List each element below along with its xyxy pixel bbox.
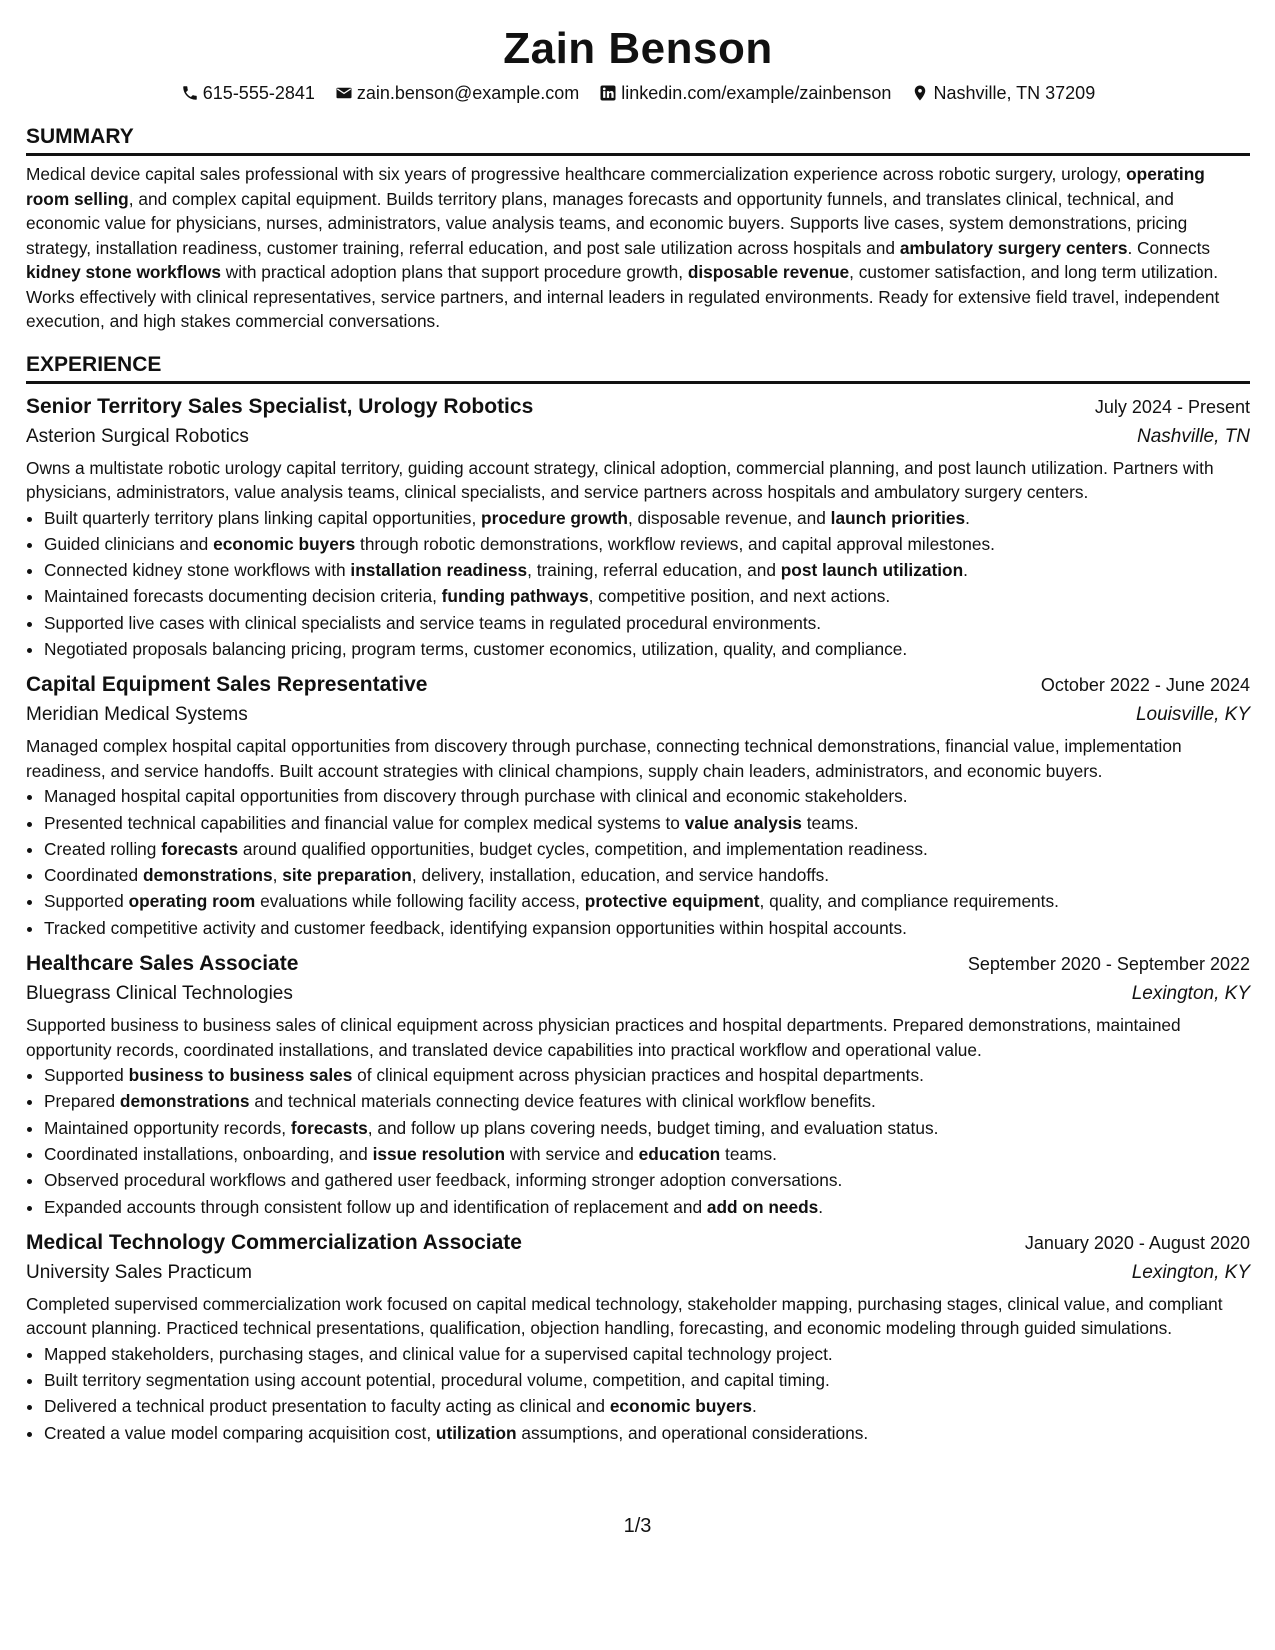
job-dates: July 2024 - Present [1094,396,1250,417]
bullet-item: • Observed procedural workflows and gathered user feedback, informing stronger adoption conversations. [44,1167,1250,1193]
contact-bar [26,80,1250,106]
job-entry [26,949,1250,1220]
bold-keyword: demonstrations [142,865,273,886]
email-text: zain.benson@example.com [356,83,580,103]
bold-keyword: disposable revenue [687,262,850,282]
job-description: Completed supervised commercialization work focused on capital medical technology, stakeholder mapping, purchasing stages, clinical value, and compliant account planning. Practiced technical presentations, qualification, objection handling, forecasting, and economic modeling through guided simulations. [26,1293,1223,1339]
job-company: Meridian Medical Systems [26,704,248,726]
bullet-item: • Delivered a technical product presentation to faculty acting as clinical and economic buyers. [44,1393,1250,1419]
bullet-item: • Supported business to business sales of clinical equipment across physician practices and hospital departments. [44,1062,1250,1088]
job-dates: September 2020 - September 2022 [967,954,1250,975]
bullet-item: • Negotiated proposals balancing pricing, program terms, customer economics, utilization, quality, and compliance. [44,636,1250,662]
bullet-item: • Coordinated installations, onboarding, and issue resolution with service and education teams. [44,1141,1250,1167]
job-bullets [26,783,1250,941]
job-description: Managed complex hospital capital opportunities from discovery through purchase, connecting technical demonstrations, financial value, implementation readiness, and service handoffs. Built account strategies with clinical champions, supply chain leaders, administrators, and economic buyers. [26,736,1182,781]
contact-phone[interactable] [181,80,315,106]
job-bullets [26,1062,1250,1220]
bold-keyword: protective equipment [584,891,760,912]
job-entry [26,1228,1250,1446]
bullet-item: • Supported operating room evaluations while following facility access, protective equipment, quality, and compliance requirements. [44,888,1250,914]
job-location: Lexington, KY [1131,983,1250,1005]
job-entry [26,392,1250,663]
contact-email[interactable] [335,80,579,106]
bold-keyword: post launch utilization [780,560,964,581]
bold-keyword: forecasts [290,1117,368,1138]
job-description: Supported business to business sales of clinical equipment across physician practices and hospital departments. Prepared demonstrations, maintained opportunity records, coordinated installations, and translated device capabilities into practical workflow and operational value. [26,1015,1181,1060]
bold-keyword: education [638,1143,721,1164]
resume-page [26,0,1250,1446]
bold-keyword: value analysis [684,812,802,833]
job-title: Senior Territory Sales Specialist, Urology Robotics [26,394,534,418]
bullet-item: • Presented technical capabilities and financial value for complex medical systems to value analysis teams. [44,810,1250,836]
bold-keyword: forecasts [161,838,239,859]
job-bullets [26,1341,1250,1446]
bullet-item: • Connected kidney stone workflows with installation readiness, training, referral education, and post launch utilization. [44,557,1250,583]
summary-section [26,124,1250,334]
bold-keyword: operating room [128,891,256,912]
summary-heading: SUMMARY [26,124,1250,156]
bullet-item: • Supported live cases with clinical specialists and service teams in regulated procedural environments. [44,610,1250,636]
bullet-item: • Maintained forecasts documenting decision criteria, funding pathways, competitive position, and next actions. [44,583,1250,609]
bold-keyword: kidney stone workflows [26,262,221,282]
bullet-item: • Expanded accounts through consistent follow up and identification of replacement and add on needs. [44,1194,1250,1220]
bullet-item: • Created a value model comparing acquisition cost, utilization assumptions, and operational considerations. [44,1420,1250,1446]
candidate-name: Zain Benson [503,24,773,73]
job-company: University Sales Practicum [26,1261,252,1283]
bullet-item: • Mapped stakeholders, purchasing stages, and clinical value for a supervised capital technology project. [44,1341,1250,1367]
bold-keyword: add on needs [706,1196,819,1217]
bullet-item: • Prepared demonstrations and technical materials connecting device features with clinical workflow benefits. [44,1088,1250,1114]
bullet-item: • Maintained opportunity records, forecasts, and follow up plans covering needs, budget timing, and evaluation status. [44,1115,1250,1141]
page-number: 1/3 [623,1515,652,1537]
bold-keyword: site preparation [282,865,412,886]
location-text: Nashville, TN 37209 [933,83,1096,103]
linkedin-icon [599,84,617,102]
envelope-icon [335,84,353,102]
phone-icon [181,84,199,102]
bullet-item: • Created rolling forecasts around qualified opportunities, budget cycles, competition, and implementation readiness. [44,836,1250,862]
job-bullets [26,505,1250,663]
phone-text: 615-555-2841 [202,83,315,103]
bold-keyword: ambulatory surgery centers [899,237,1128,258]
experience-section [26,352,1250,1447]
bold-keyword: operating room selling [26,164,1205,209]
job-title: Capital Equipment Sales Representative [26,673,428,697]
linkedin-text: linkedin.com/example/zainbenson [621,83,892,103]
map-pin-icon [911,84,929,102]
job-location: Lexington, KY [1131,1261,1250,1283]
job-title: Healthcare Sales Associate [26,952,299,976]
job-description: Owns a multistate robotic urology capital territory, guiding account strategy, clinical adoption, commercial planning, and post launch utilization. Partners with physicians, administrators, value analysis teams, clinical specialists, and service partners across hospitals and ambulatory surgery centers. [26,457,1214,502]
job-dates: January 2020 - August 2020 [1024,1232,1250,1253]
job-title: Medical Technology Commercialization Associate [26,1230,522,1254]
bullet-item: • Guided clinicians and economic buyers through robotic demonstrations, workflow reviews, and capital approval milestones. [44,531,1250,557]
bullet-item: • Built quarterly territory plans linking capital opportunities, procedure growth, disposable revenue, and launch priorities. [44,505,1250,531]
bold-keyword: launch priorities [830,507,966,528]
bullet-item: • Managed hospital capital opportunities from discovery through purchase with clinical and economic stakeholders. [44,783,1250,809]
experience-heading: EXPERIENCE [26,352,1250,384]
bold-keyword: installation readiness [350,560,528,581]
job-company: Asterion Surgical Robotics [26,425,249,447]
job-location: Nashville, TN [1137,425,1250,447]
bold-keyword: utilization [435,1422,517,1443]
bold-keyword: business to business sales [128,1065,353,1086]
contact-location [911,80,1095,106]
bold-keyword: procedure growth [481,507,628,528]
bullet-item: • Tracked competitive activity and customer feedback, identifying expansion opportunities within hospital accounts. [44,915,1250,941]
bold-keyword: economic buyers [213,533,356,554]
contact-linkedin[interactable] [599,80,891,106]
bullet-item: • Coordinated demonstrations, site preparation, delivery, installation, education, and service handoffs. [44,862,1250,888]
bold-keyword: issue resolution [372,1143,506,1164]
job-location: Louisville, KY [1135,704,1250,726]
job-dates: October 2022 - June 2024 [1040,675,1250,696]
job-company: Bluegrass Clinical Technologies [26,983,293,1005]
summary-text: Medical device capital sales professional with six years of progressive healthcare commercialization experience across robotic surgery, urology, operating room selling, and complex capital equipment. Builds territory plans, manages forecasts and opportunity funnels, and translates clinical, technical, and economic value for physicians, nurses, administrators, value analysis teams, and economic buyers. Supports live cases, system demonstrations, pricing strategy, installation readiness, customer training, referral education, and post sale utilization across hospitals and ambulatory surgery centers. Connects kidney stone workflows with practical adoption plans that support procedure growth, disposable revenue, customer satisfaction, and long term utilization. Works effectively with clinical representatives, service partners, and internal leaders in regulated environments. Ready for extensive field travel, independent execution, and high stakes commercial conversations. [26,164,1220,331]
bold-keyword: funding pathways [441,586,589,607]
bullet-item: • Built territory segmentation using account potential, procedural volume, competition, and capital timing. [44,1367,1250,1393]
bold-keyword: economic buyers [609,1396,752,1417]
bold-keyword: demonstrations [119,1091,250,1112]
job-entry [26,670,1250,941]
